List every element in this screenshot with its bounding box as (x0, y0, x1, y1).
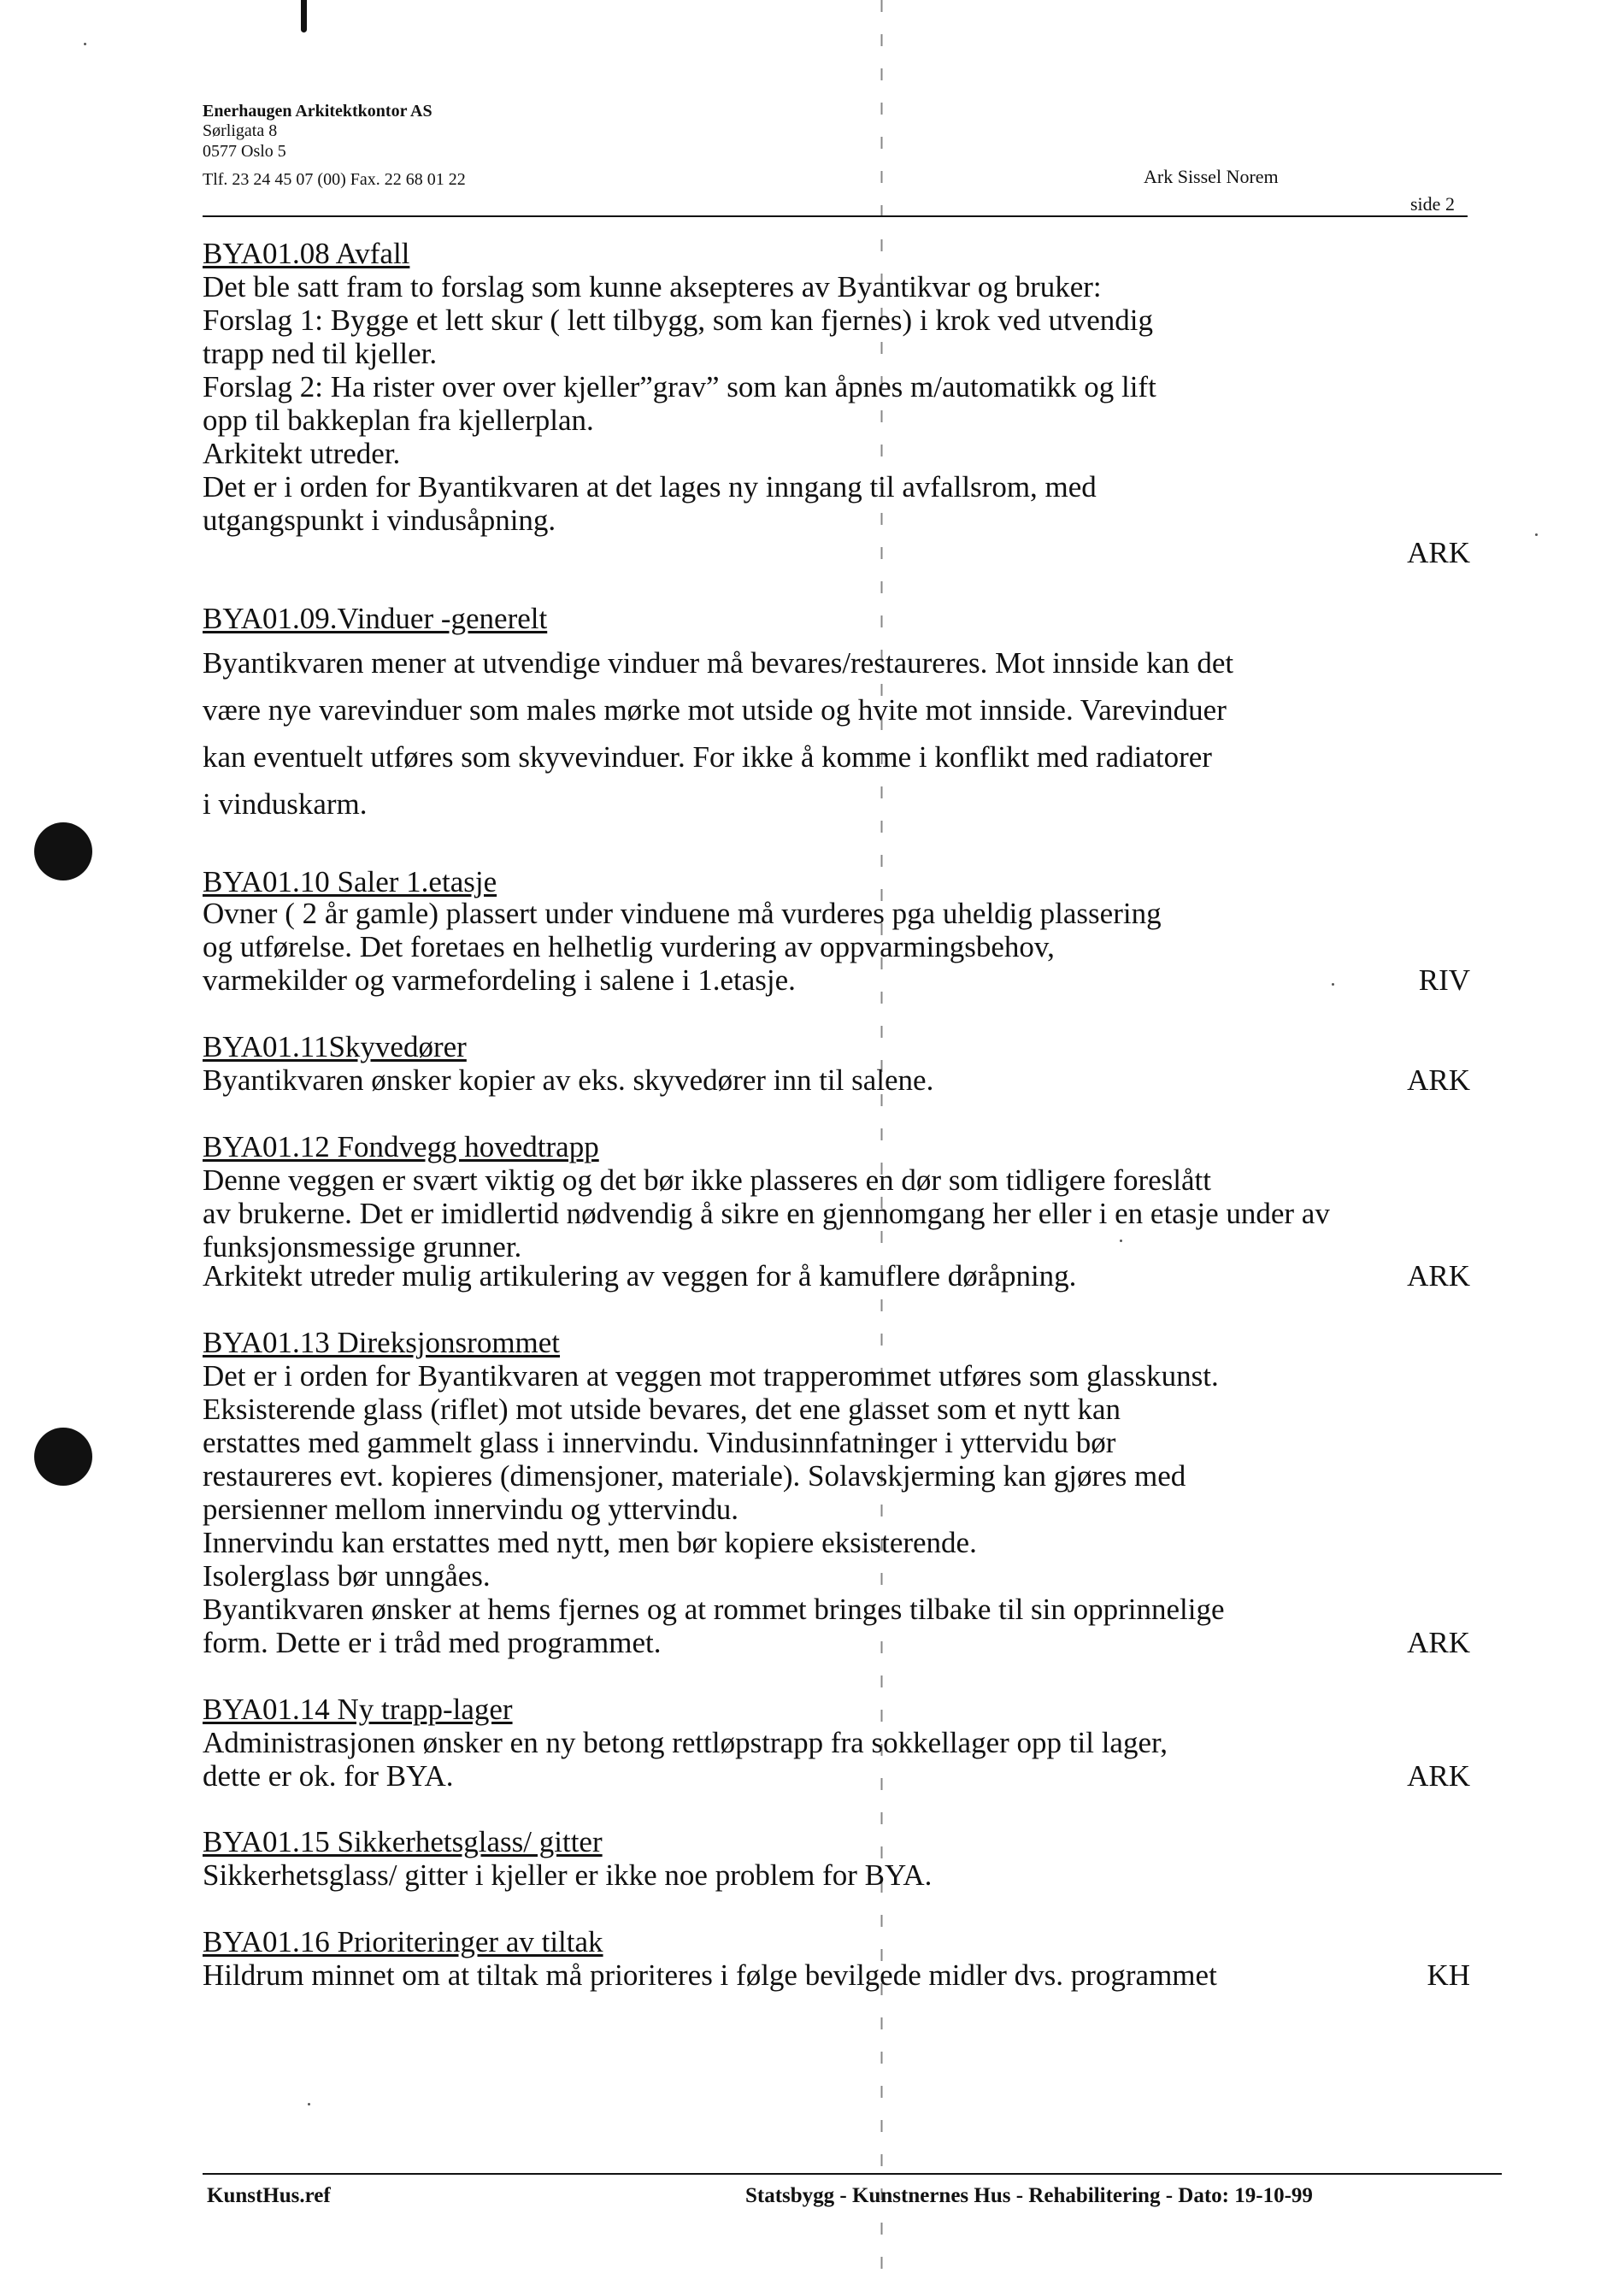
section-08-line: Forslag 2: Ha rister over over kjeller”grav” som kan åpnes m/automatikk og lift (203, 370, 1156, 403)
author-name: Ark Sissel Norem (1144, 166, 1279, 187)
section-title-14: BYA01.14 Ny trapp-lager (203, 1693, 513, 1726)
section-13-line: Det er i orden for Byantikvaren at veggen mot trapperommet utføres som glasskunst. (203, 1359, 1219, 1393)
section-08-line: Det ble satt fram to forslag som kunne aksepteres av Byantikvar og bruker: (203, 270, 1102, 303)
section-title-08: BYA01.08 Avfall (203, 237, 410, 270)
section-15-line: Sikkerhetsglass/ gitter i kjeller er ikke noe problem for BYA. (203, 1858, 933, 1892)
section-13-line: restaureres evt. kopieres (dimensjoner, materiale). Solavskjerming kan gjøres med (203, 1459, 1186, 1493)
footer-project: Statsbygg - Kunstnernes Hus - Rehabilitering - Dato: 19-10-99 (745, 2184, 1313, 2207)
responsible-08: ARK (1407, 536, 1470, 569)
section-13-line: Isolerglass bør unngåes. (203, 1559, 491, 1593)
section-08-line: Det er i orden for Byantikvaren at det lages ny inngang til avfallsrom, med (203, 470, 1097, 504)
speck (1535, 533, 1538, 536)
section-09-line: i vinduskarm. (203, 787, 368, 821)
section-14-line: Administrasjonen ønsker en ny betong rettløpstrapp fra sokkellager opp til lager, (203, 1726, 1168, 1759)
responsible-16: KH (1427, 1958, 1470, 1992)
section-16-line: Hildrum minnet om at tiltak må prioriteres i følge bevilgede midler dvs. programmet (203, 1958, 1217, 1992)
section-title-16: BYA01.16 Prioriteringer av tiltak (203, 1925, 603, 1958)
punch-hole-bottom (34, 1428, 92, 1486)
responsible-14: ARK (1407, 1759, 1470, 1793)
speck (308, 2103, 310, 2105)
company-phone: Tlf. 23 24 45 07 (00) Fax. 22 68 01 22 (203, 170, 466, 189)
section-11-line: Byantikvaren ønsker kopier av eks. skyvedører inn til salene. (203, 1063, 934, 1097)
section-10-line: og utførelse. Det foretaes en helhetlig vurdering av oppvarmingsbehov, (203, 930, 1055, 963)
fold-line (880, 0, 883, 2285)
company-name: Enerhaugen Arkitektkontor AS (203, 102, 432, 121)
section-title-09: BYA01.09.Vinduer -generelt (203, 602, 548, 635)
company-street: Sørligata 8 (203, 121, 278, 140)
section-13-line: form. Dette er i tråd med programmet. (203, 1626, 662, 1659)
section-title-10: BYA01.10 Saler 1.etasje (203, 865, 497, 898)
section-12-line: av brukerne. Det er imidlertid nødvendig å sikre en gjennomgang her eller i en etasje under av (203, 1197, 1330, 1230)
section-12-line: Arkitekt utreder mulig artikulering av veggen for å kamuflere døråpning. (203, 1259, 1077, 1293)
speck (84, 43, 86, 45)
section-12-line: Denne veggen er svært viktig og det bør ikke plasseres en dør som tidligere foreslått (203, 1163, 1211, 1197)
section-08-line: Arkitekt utreder. (203, 437, 401, 470)
responsible-10: RIV (1418, 963, 1470, 997)
section-09-line: være nye varevinduer som males mørke mot utside og hvite mot innside. Varevinduer (203, 693, 1227, 727)
section-08-line: utgangspunkt i vindusåpning. (203, 504, 556, 537)
footer-file: KunstHus.ref (207, 2184, 331, 2207)
section-13-line: Eksisterende glass (riflet) mot utside bevares, det ene glasset som et nytt kan (203, 1393, 1121, 1426)
footer-rule (203, 2173, 1502, 2175)
header-rule (203, 215, 1468, 217)
responsible-12: ARK (1407, 1259, 1470, 1293)
section-09-line: Byantikvaren mener at utvendige vinduer må bevares/restaureres. Mot innside kan det (203, 646, 1234, 680)
section-08-line: opp til bakkeplan fra kjellerplan. (203, 403, 594, 437)
speck (1120, 1240, 1122, 1242)
section-12-line: funksjonsmessige grunner. (203, 1230, 522, 1263)
section-title-11: BYA01.11Skyvedører (203, 1030, 467, 1063)
punch-hole-top (34, 822, 92, 880)
section-13-line: erstattes med gammelt glass i innervindu. Vindusinnfatninger i yttervidu bør (203, 1426, 1116, 1459)
section-09-line: kan eventuelt utføres som skyvevinduer. For ikke å komme i konflikt med radiatorer (203, 740, 1212, 774)
section-13-line: Byantikvaren ønsker at hems fjernes og at rommet bringes tilbake til sin opprinnelige (203, 1593, 1225, 1626)
responsible-11: ARK (1407, 1063, 1470, 1097)
company-postal: 0577 Oslo 5 (203, 142, 286, 161)
section-title-15: BYA01.15 Sikkerhetsglass/ gitter (203, 1825, 603, 1858)
speck (1332, 983, 1334, 986)
scan-mark (301, 0, 307, 32)
section-title-13: BYA01.13 Direksjonsrommet (203, 1326, 561, 1359)
section-13-line: Innervindu kan erstattes med nytt, men bør kopiere eksisterende. (203, 1526, 977, 1559)
section-14-line: dette er ok. for BYA. (203, 1759, 454, 1793)
section-08-line: trapp ned til kjeller. (203, 337, 438, 370)
section-08-line: Forslag 1: Bygge et lett skur ( lett tilbygg, som kan fjernes) i krok ved utvendig (203, 303, 1154, 337)
responsible-13: ARK (1407, 1626, 1470, 1659)
section-10-line: varmekilder og varmefordeling i salene i 1.etasje. (203, 963, 796, 997)
section-10-line: Ovner ( 2 år gamle) plassert under vinduene må vurderes pga uheldig plassering (203, 897, 1162, 930)
section-title-12: BYA01.12 Fondvegg hovedtrapp (203, 1130, 599, 1163)
page-number: side 2 (1410, 193, 1455, 215)
section-13-line: persienner mellom innervindu og yttervindu. (203, 1493, 738, 1526)
